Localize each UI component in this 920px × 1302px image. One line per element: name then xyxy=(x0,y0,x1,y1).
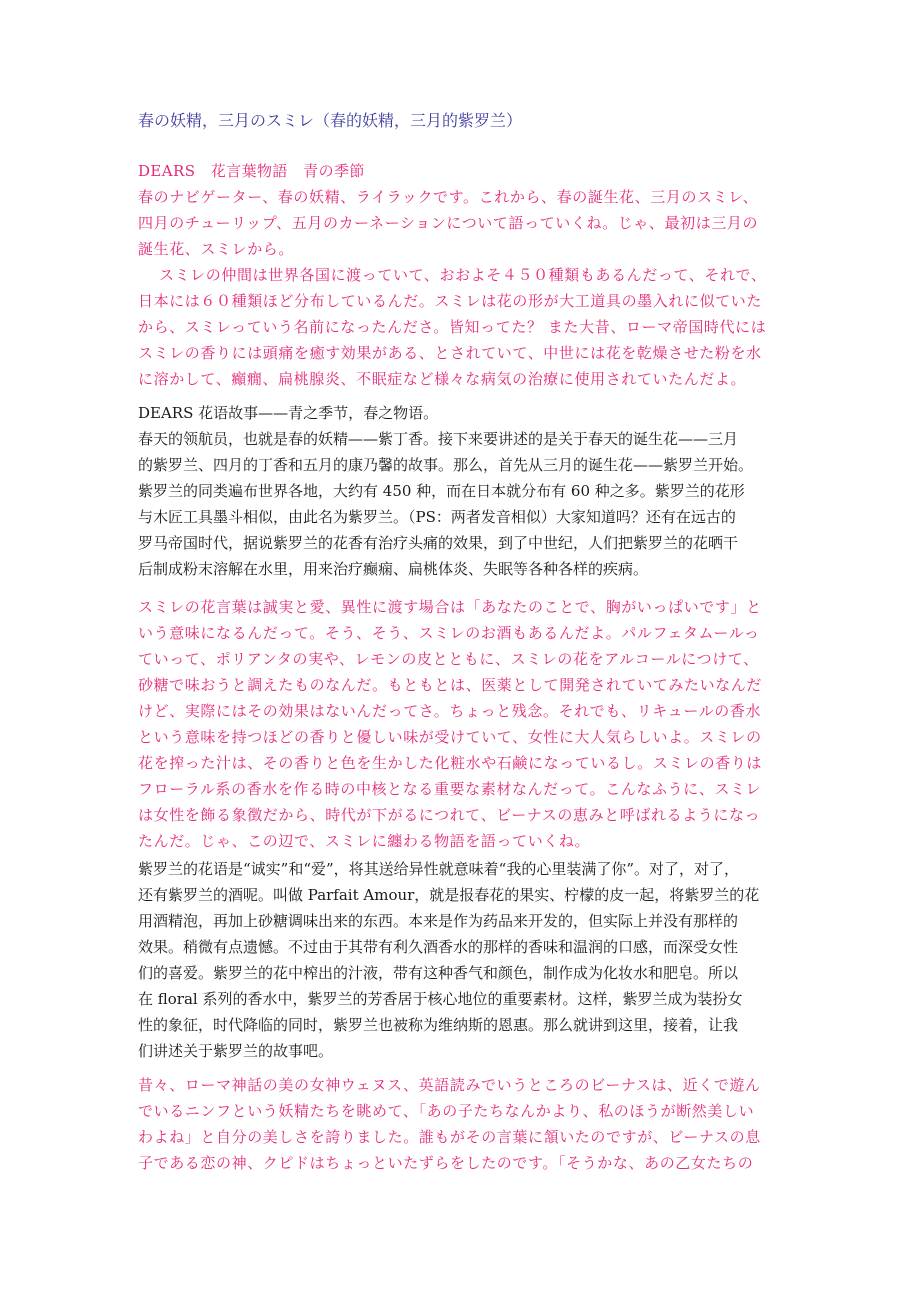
text-line: 还有紫罗兰的酒呢。叫做 Parfait Amour，就是报春花的果实、柠檬的皮一起，将紫罗兰的花 xyxy=(138,886,760,904)
text-line: という意味を持つほどの香りと優しい味が受けていて、女性に大人気らしいよ。スミレの xyxy=(138,728,762,746)
text-line: 的紫罗兰、四月的丁香和五月的康乃馨的故事。那么，首先从三月的诞生花——紫罗兰开始。 xyxy=(138,456,754,474)
text-line: 后制成粉末溶解在水里，用来治疗癫痫、扁桃体炎、失眠等各种各样的疾病。 xyxy=(138,560,649,578)
text-line: 花を搾った汁は、その香りと色を生かした化粧水や石鹸になっているし。スミレの香りは xyxy=(138,754,763,772)
text-line: 子である恋の神、クピドはちょっといたずらをしたのです。「そうかな、あの乙女たちの xyxy=(138,1154,754,1172)
text-line: でいるニンフという妖精たちを眺めて、「あの子たちなんかより、私のほうが断然美しい xyxy=(138,1102,755,1120)
text-line: から、スミレっていう名前になったんださ。皆知ってた？ また大昔、ローマ帝国時代には xyxy=(138,318,767,336)
text-line: スミレの花言葉は誠実と愛、異性に渡す場合は「あなたのことで、胸がいっぱいです」と xyxy=(138,598,762,616)
text-line: 在 floral 系列的香水中，紫罗兰的芳香居于核心地位的重要素材。这样，紫罗兰成为装扮女 xyxy=(138,990,743,1008)
text-line: 春のナビゲーター、春の妖精、ライラックです。これから、春の誕生花、三月のスミレ、 xyxy=(138,188,759,206)
section-japanese-flower-language xyxy=(138,594,786,854)
text-line: は女性を飾る象徴だから、時代が下がるにつれて、ビーナスの恵みと呼ばれるようになっ xyxy=(138,806,761,824)
text-line: スミレの仲間は世界各国に渡っていて、おおよそ４５０種類もあるんだって、それで、 xyxy=(138,266,767,284)
text-line: 四月のチューリップ、五月のカーネーションについて語っていくね。じゃ、最初は三月の xyxy=(138,214,759,232)
text-line: 誕生花、スミレから。 xyxy=(138,240,295,258)
text-line: に溶かして、癲癇、扁桃腺炎、不眠症など様々な病気の治療に使用されていたんだよ。 xyxy=(138,370,747,388)
text-line: 日本には６０種類ほど分布しているんだ。スミレは花の形が大工道具の墨入れに似ていた xyxy=(138,292,763,310)
text-line: 们的喜爱。紫罗兰的花中榨出的汁液，带有这种香气和颜色，制作成为化妆水和肥皂。所以 xyxy=(138,964,739,982)
section-chinese-intro xyxy=(138,400,786,582)
text-line: けど、実際にはその効果はないんだってさ。ちょっと残念。それでも、リキュールの香水 xyxy=(138,702,762,720)
text-line: 性的象征，时代降临的同时，紫罗兰也被称为维纳斯的恩惠。那么就讲到这里，接着，让我 xyxy=(138,1016,739,1034)
section-chinese-flower-language xyxy=(138,856,786,1064)
section-heading: DEARS 花语故事——青之季节，春之物语。 xyxy=(138,404,439,422)
text-line: フローラル系の香水を作る時の中核となる重要な素材なんだって。こんなふうに、スミレ xyxy=(138,780,762,798)
section-japanese-intro xyxy=(138,158,786,392)
text-line: わよね」と自分の美しさを誇りました。誰もがその言葉に頷いたのですが、ビーナスの息 xyxy=(138,1128,761,1146)
text-line: 们讲述关于紫罗兰的故事吧。 xyxy=(138,1042,334,1060)
section-heading: DEARS 花言葉物語 青の季節 xyxy=(138,162,365,180)
text-line: スミレの香りには頭痛を癒す効果がある、とされていて、中世には花を乾燥させた粉を水 xyxy=(138,344,762,362)
text-line: 效果。稍微有点遗憾。不过由于其带有利久酒香水的那样的香味和温润的口感，而深受女性 xyxy=(138,938,739,956)
text-line: 紫罗兰的同类遍布世界各地，大约有 450 种，而在日本就分布有 60 种之多。紫罗兰的花形 xyxy=(138,482,745,500)
text-line: 砂糖で味おうと調えたものなんだ。もともとは、医薬として開発されていてみたいなんだ xyxy=(138,676,763,694)
text-line: たんだ。じゃ、この辺で、スミレに纏わる物語を語っていくね。 xyxy=(138,832,591,850)
text-line: 紫罗兰的花语是“诚实”和“爱”，将其送给异性就意味着“我的心里装满了你”。对了，对了， xyxy=(138,860,740,878)
text-line: 用酒精泡，再加上砂糖调味出来的东西。本来是作为药品来开发的，但实际上并没有那样的 xyxy=(138,912,739,930)
text-line: 春天的领航员，也就是春的妖精——紫丁香。接下来要讲述的是关于春天的诞生花——三月 xyxy=(138,430,739,448)
text-line: 昔々、ローマ神話の美の女神ウェヌス、英語読みでいうところのビーナスは、近くで遊ん xyxy=(138,1076,761,1094)
text-line: いう意味になるんだって。そう、そう、スミレのお酒もあるんだよ。パルフェタムールっ xyxy=(138,624,760,642)
document-title: 春の妖精，三月のスミレ（春的妖精，三月的紫罗兰） xyxy=(138,111,523,130)
text-line: 罗马帝国时代，据说紫罗兰的花香有治疗头痛的效果，到了中世纪，人们把紫罗兰的花晒干 xyxy=(138,534,739,552)
section-japanese-story xyxy=(138,1072,786,1176)
text-line: ていって、ポリアンタの実や、レモンの皮とともに、スミレの花をアルコールにつけて、 xyxy=(138,650,759,668)
text-line: 与木匠工具墨斗相似，由此名为紫罗兰。（PS：两者发音相似）大家知道吗？还有在远古的 xyxy=(138,508,736,526)
